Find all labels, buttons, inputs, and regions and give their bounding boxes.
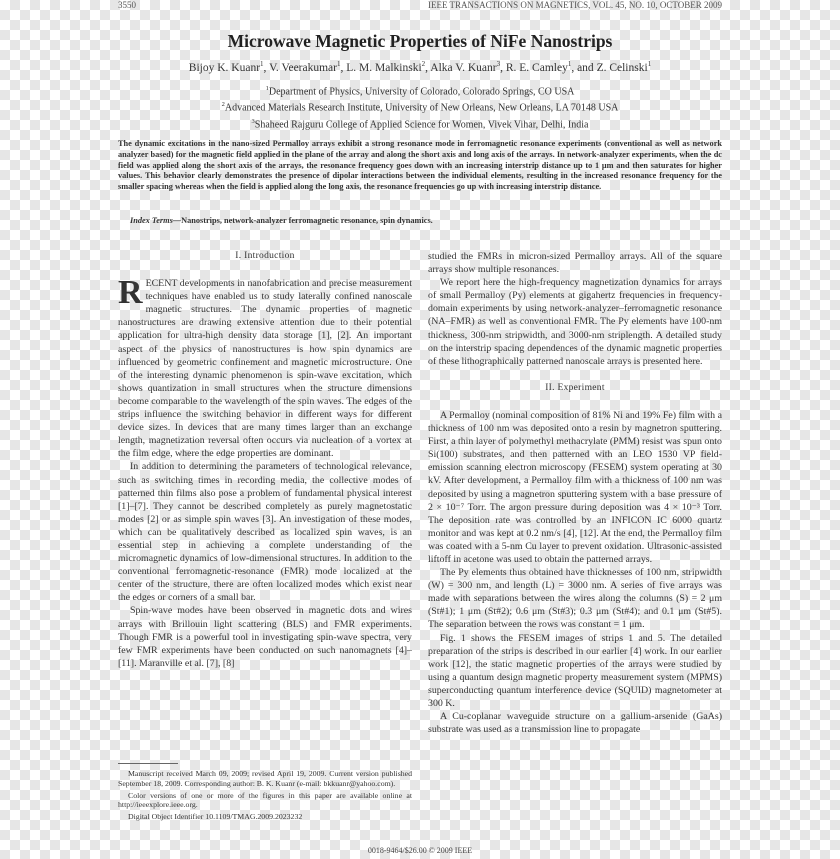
affiliations — [0, 82, 840, 131]
author: Alka V. Kuanr — [430, 61, 497, 74]
left-column — [118, 250, 412, 670]
intro-paragraph: RECENT developments in nanofabrication and precise measurement techniques have enabled us to study laterally confined nanoscale magnetic structures. The dynamic properties of magnetic nanostructures are drawing extensive attention due to their potential application for ultra-high density data storage [1], [2]. An important aspect of the physics of nanostructures is how spin dynamics are influenced by geometric confinement and magnetic microstructure. One of the interesting dynamic phenomenon is spin-wave excitation, which shows quantization in small structures when the structure dimensions become comparable to the wavelength of the spin waves. The edges of the strips influence the switching behavior in different ways for different device sizes. In devices that are many times larger than an exchange length, magnetization reversal often occurs via nucleation of a vortex at the film edge, where the edge properties are dominant. — [118, 274, 412, 460]
section-heading-experiment: II. Experiment — [545, 382, 605, 393]
author-affil-mark: 1 — [647, 60, 652, 68]
author: R. E. Camley — [505, 61, 568, 74]
affiliation: $^2$Advanced Materials Research Institute, University of New Orleans, New Orleans, LA 70148 USA — [221, 101, 619, 114]
footnote: Color versions of one or more of the figures in this paper are available online at http://ieeexplore.ieee.org. — [118, 790, 412, 810]
author: V. Veerakumar — [269, 61, 337, 74]
body-paragraph: A Permalloy (nominal composition of 81% Ni and 19% Fe) film with a thickness of 100 nm was deposited onto a resin by magnetron sputtering. First, a thin layer of polymethyl methacrylate (PMM) resist was spun onto Si(100) substrates, and then patterned with an LEO 1530 VP field-emission scanning electron microscopy (FESEM) system operating at 30 kV. After development, a Permalloy film with a thickness of 100 nm was deposited by using a magnetron sputtering system with a base pressure of 2 × 10⁻⁷ Torr. The argon pressure during deposition was 4 × 10⁻³ Torr. The deposition rate was controlled by an INFICON IC 6000 quartz monitor and was kept at 0.2 nm/s [4], [12]. At the end, the Permalloy film was coated with a 5-nm Cu layer to prevent oxidation. Ultrasonic-assisted liftoff in acetone was used to obtain the patterned arrays. — [428, 409, 722, 565]
drop-cap: R — [118, 274, 143, 312]
author: L. M. Malkinski — [346, 61, 422, 74]
page-number: 3550 — [118, 0, 136, 10]
intro-paragraph: In addition to determining the parameters of technological relevance, such as switching times in recording media, the collective modes of patterned thin films also pose a problem of fundamental physical interest [1]–[7]. They cannot be described completely as purely magnetostatic modes [2] or as simple spin waves [3]. An investigation of these modes, which can be qualitatively described as localized spin waves, is an essential step in achieving a complete understanding of the micromagnetic dynamics of low-dimensional structures. In addition to the conventional ferromagnetic-resonance (FMR) mode localized at the center of the structure, there are often localized modes which exist near the edges or corners of a small bar. — [118, 461, 412, 604]
body-paragraph: We report here the high-frequency magnetization dynamics for arrays of small Permalloy (Py) elements at gigahertz frequencies in frequency-domain experiments by using network-analyzer–ferromagnetic resonance (NA–FMR) as well as conventional FMR. The Py elements have 100-nm thickness, 300-nm stripwidth, and 3000-nm striplength. A detailed study on the interstrip spacing dependences of the dynamic magnetic properties of these lithographically patterned nanoscale arrays is presented here. — [428, 277, 722, 367]
paper-title: Microwave Magnetic Properties of NiFe Nanostrips — [227, 31, 613, 51]
author-affil-mark: 1 — [337, 60, 341, 68]
footnote: Manuscript received March 09, 2009; revised April 19, 2009. Current version published September 18, 2009. Corresponding author: B. K. Kuanr (e-mail: bkkuanr@yahoo.com). — [118, 769, 412, 788]
author: Z. Celinski — [596, 61, 648, 74]
author-affil-mark: 3 — [496, 60, 501, 68]
body-paragraph: studied the FMRs in micron-sized Permalloy arrays. All of the square arrays show multiple resonances. — [428, 251, 722, 276]
footnote: Digital Object Identifier 10.1109/TMAG.2009.2023232 — [128, 812, 303, 822]
body-paragraph: A Cu-coplanar waveguide structure on a gallium-arsenide (GaAs) substrate was used as a transmission line to propagate — [428, 711, 722, 736]
author-affil-mark: 2 — [421, 60, 426, 68]
affiliation: $^3$Shaheed Rajguru College of Applied Science for Women, Vivek Vihar, Delhi, India — [251, 117, 589, 130]
journal-header: IEEE TRANSACTIONS ON MAGNETICS, VOL. 45, NO. 10, OCTOBER 2009 — [427, 0, 722, 10]
intro-paragraph: Spin-wave modes have been observed in magnetic dots and wires arrays with Brillouin light scattering (BLS) and FMR experiments. Though FMR is a powerful tool in investigating spin-wave spectra, very few FMR experiments have been conducted on such nanomagnets [4]–[11]. Maranville et al. [7], [8] — [118, 605, 412, 669]
right-column — [428, 250, 722, 736]
author-affil-mark: 1 — [260, 60, 264, 68]
index-terms: Index Terms—Nanostrips, network-analyzer ferromagnetic resonance, spin dynamics. — [130, 216, 433, 225]
footnotes — [118, 769, 412, 824]
footnote-rule — [118, 763, 178, 764]
affiliation: $^1$Department of Physics, University of Colorado, Colorado Springs, CO USA — [265, 85, 575, 98]
author: Bijoy K. Kuanr — [188, 61, 261, 74]
author-list: Bijoy K. Kuanr$^1$, V. Veerakumar$^1$, L. M. Malkinski$^2$, Alka V. Kuanr$^3$, R. E. Camley$^1$, and Z. Celinski$^1$ — [188, 60, 652, 74]
author-affil-mark: 1 — [567, 60, 572, 68]
body-paragraph: The Py elements thus obtained have thicknesses of 100 nm, stripwidth (W) = 300 nm, and length (L) = 3000 nm. A series of five arrays was made with separations between the wires along the columns (S) = 2 μm (St#1); 1 μm (St#2); 0.6 μm (St#3); 0.3 μm (St#4); and 0.1 μm (St#5). The separation between the rows was constant = 1 μm. — [428, 567, 722, 631]
abstract: The dynamic excitations in the nano-sized Permalloy arrays exhibit a strong resonance mode in ferromagnetic resonance experiments (conventional as well as network analyzer based) for the magnetic field applied in the plane of the array and along the short axis and long axis of the arrays. In network-analyzer experiments, when the dc field was applied along the short axis of the arrays, the resonance frequency goes down with an increasing interstrip distance up to 1 μm and then saturates for higher values. This behavior clearly demonstrates the presence of dipolar interactions between the individual elements, resulting in the increased resonance frequency for the smaller spacing whereas when the field is applied along the long axis, the resonance frequencies go up with increasing interstrip distance. — [118, 139, 722, 192]
body-paragraph: Fig. 1 shows the FESEM images of strips 1 and 5. The detailed preparation of the strips is described in our earlier [4] work. In our earlier work [12], the static magnetic properties of the arrays were studied by using a quantum design magnetic property measurement system (MPMS) superconducting quantum interference device (SQUID) magnetometer at 300 K. — [428, 632, 722, 709]
section-heading-introduction: I. Introduction — [235, 251, 295, 261]
copyright-line: 0018-9464/$26.00 © 2009 IEEE — [367, 846, 473, 855]
